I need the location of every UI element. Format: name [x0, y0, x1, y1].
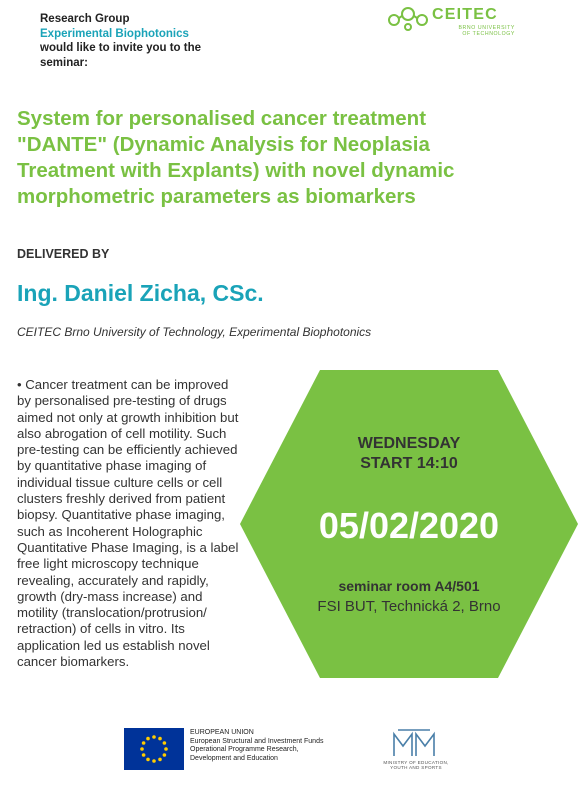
- abstract-line: motility (translocation/protrusion/: [17, 605, 207, 621]
- abstract-line: Quantitative Phase Imaging, is a label: [17, 539, 239, 555]
- msmt-text-line: YOUTH AND SPORTS: [390, 765, 442, 771]
- abstract-line: biopsy. Quantitative phase imaging,: [17, 507, 225, 523]
- title-line: morphometric parameters as biomarkers: [17, 185, 416, 208]
- eu-text-line: Operational Programme Research,: [190, 746, 299, 754]
- abstract-line: by personalised pre-testing of drugs: [17, 393, 227, 409]
- seminar-title: [17, 106, 562, 210]
- abstract-line: application led us establish novel: [17, 637, 210, 653]
- title-line: System for personalised cancer treatment: [17, 107, 427, 130]
- abstract-line: free light microscopy technique: [17, 556, 199, 572]
- ceitec-logo-sub2: OF TECHNOLOGY: [462, 31, 515, 37]
- eu-flag-icon: [124, 728, 184, 770]
- title-line: Treatment with Explants) with novel dynamic: [17, 159, 455, 182]
- abstract-line: also abrogation of cell motility. Such: [17, 425, 227, 441]
- eu-text-line: European Structural and Investment Funds: [190, 737, 324, 745]
- abstract-line: growth (dry-mass increase) and: [17, 588, 203, 604]
- abstract-line: clusters freshly derived from patient: [17, 491, 226, 507]
- event-day: WEDNESDAY: [357, 435, 461, 452]
- abstract-line: aimed not only at growth inhibition but: [17, 409, 239, 425]
- abstract-line: revealing, accurately and rapidly,: [17, 572, 209, 588]
- ceitec-logo-sub1: BRNO UNIVERSITY: [458, 25, 515, 31]
- abstract-line: retraction) of cells in vitro. Its: [17, 621, 185, 637]
- ceitec-molecule-icon: [386, 5, 430, 33]
- speaker-name: Ing. Daniel Zicha, CSc.: [17, 280, 264, 306]
- abstract-line: individual tissue culture cells or cell: [17, 474, 223, 490]
- intro-text: [40, 12, 300, 70]
- msmt-text-line: MINISTRY OF EDUCATION,: [383, 760, 449, 765]
- intro-line-invite: would like to invite you to the: [40, 42, 202, 54]
- abstract-line: such as Incoherent Holographic: [17, 523, 203, 539]
- event-room: seminar room A4/501: [338, 578, 480, 594]
- abstract-line: pre-testing can be efficiently achieved: [17, 442, 238, 458]
- abstract-line: • Cancer treatment can be improved: [17, 377, 229, 392]
- ceitec-logo-name: CEITEC: [432, 6, 498, 23]
- intro-line-research-group: Research Group: [40, 13, 130, 25]
- eu-text-line: EUROPEAN UNION: [190, 729, 254, 736]
- event-start-time: START 14:10: [360, 455, 458, 472]
- msmt-logo-icon: [390, 728, 440, 760]
- intro-line-seminar: seminar:: [40, 56, 88, 69]
- intro-group-name: Experimental Biophotonics: [40, 27, 189, 40]
- abstract-line: by quantitative phase imaging of: [17, 458, 207, 474]
- speaker-affiliation: CEITEC Brno University of Technology, Experimental Biophotonics: [17, 325, 372, 339]
- delivered-by-label: DELIVERED BY: [17, 247, 110, 261]
- title-line: "DANTE" (Dynamic Analysis for Neoplasia: [17, 133, 430, 156]
- ceitec-logo-subtitle: [435, 25, 515, 37]
- abstract-text: [17, 377, 267, 670]
- eu-funding-text: [190, 729, 350, 763]
- abstract-line: cancer biomarkers.: [17, 654, 130, 670]
- msmt-text: [366, 760, 466, 771]
- eu-text-line: Development and Education: [190, 754, 278, 762]
- ceitec-logo: [382, 2, 562, 44]
- event-place: FSI BUT, Technická 2, Brno: [317, 598, 501, 615]
- event-date: 05/02/2020: [318, 505, 500, 546]
